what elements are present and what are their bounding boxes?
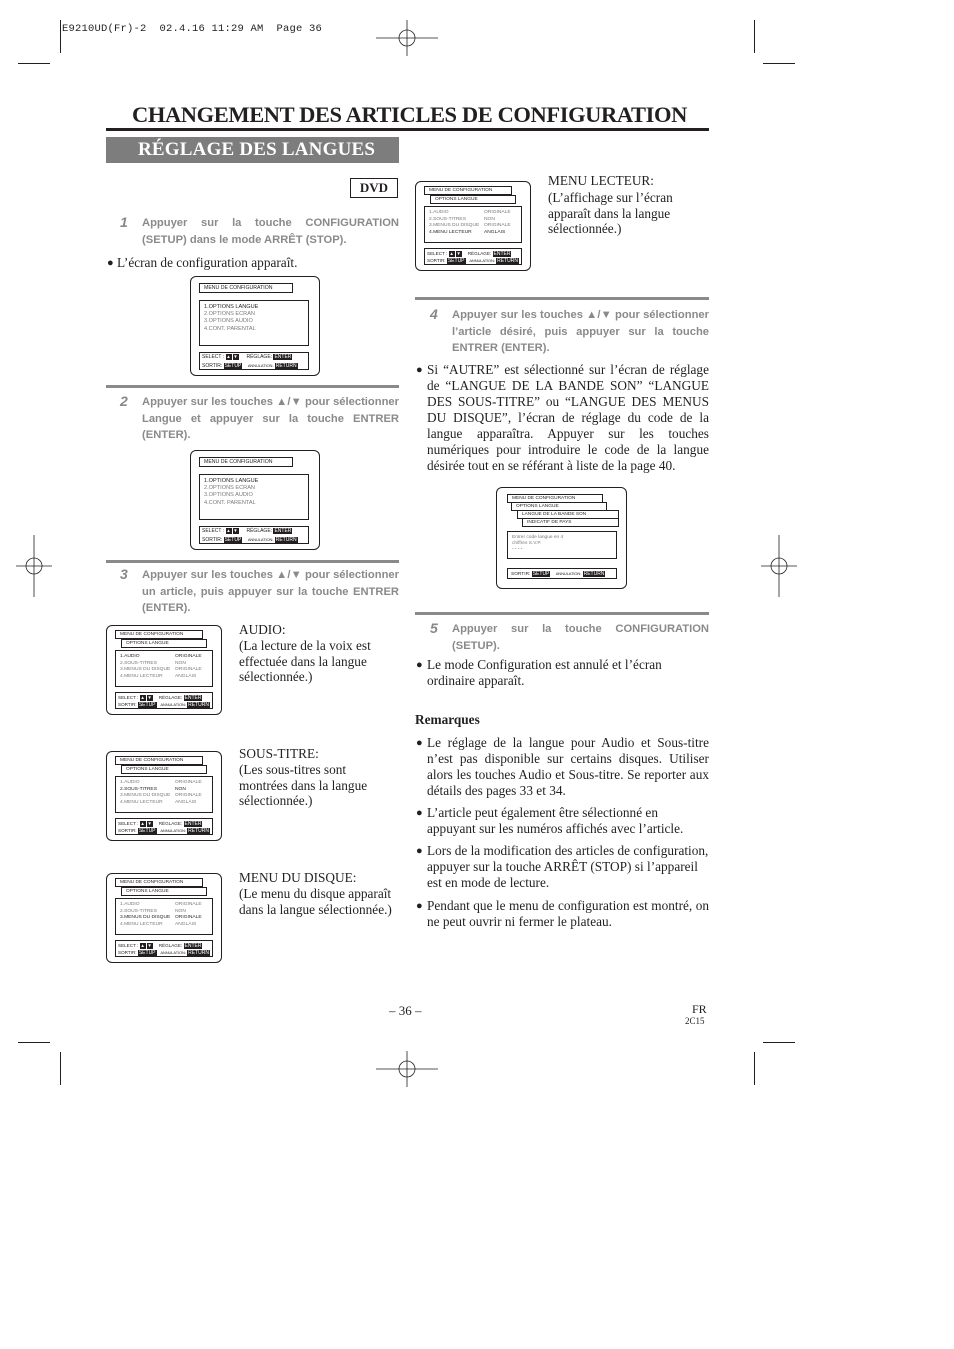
lang-item: 1.AUDIO: [429, 210, 449, 215]
lang-value: NON: [175, 908, 186, 914]
select-label: SELECT :: [202, 354, 225, 360]
language-list: [115, 898, 213, 935]
screen-footer: [507, 568, 617, 579]
lang-value: ORIGINALE: [175, 654, 202, 659]
lang-item: 2.SOUS-TITRES: [429, 216, 466, 222]
screen-footer: [424, 248, 522, 265]
lang-value: ANGLAIS: [175, 673, 197, 679]
main-menu-list: [199, 474, 309, 520]
sortir-label: SORTIR:: [202, 362, 223, 369]
lang-item: 2.SOUS-TITRES: [120, 786, 157, 792]
menu-item: 1.OPTIONS LANGUE: [204, 478, 259, 484]
menu-title: MENU DE CONFIGURATION: [115, 878, 203, 887]
step-rule: [415, 297, 709, 300]
annulation-label: ANNULATION:: [160, 950, 186, 955]
submenu-title: OPTIONS LANGUE: [430, 195, 516, 204]
language-code-screen: [496, 487, 627, 589]
code-prompt: Entrer code langue en 4 chiffres S.V.P.: [512, 535, 564, 546]
submenu-title: OPTIONS LANGUE: [121, 639, 207, 648]
audio-caption-text: (La lecture de la voix est effectuée dans la langue sélectionnée.): [239, 638, 371, 685]
language-code: FR: [692, 1002, 707, 1016]
annulation-label: ANNULATION:: [469, 258, 495, 263]
down-arrow-icon: ▼: [233, 528, 238, 533]
code-title: LANGUE DE LA BANDE SON: [517, 510, 619, 519]
select-label: SELECT :: [118, 943, 139, 948]
step-3-number: 3: [120, 566, 128, 582]
step-2-number: 2: [120, 393, 128, 409]
screen-footer: [115, 692, 213, 709]
lang-value: ORIGINALE: [175, 780, 202, 785]
down-arrow-icon: ▼: [147, 695, 152, 700]
step-5-note: Le mode Configuration est annulé et l’écran ordinaire apparaît.: [427, 657, 662, 688]
menu-item: 3.OPTIONS AUDIO: [204, 492, 253, 499]
annulation-label: ANNULATION:: [247, 362, 274, 368]
registration-mark-icon: [16, 535, 52, 597]
reglage-label: RÉGLAGE:: [158, 821, 183, 826]
enter-key: ENTER: [274, 528, 292, 534]
lang-item: 1.AUDIO: [120, 902, 140, 907]
bullet-icon: ●: [416, 737, 423, 749]
lang-item: 1.AUDIO: [120, 654, 140, 659]
lang-item: 2.SOUS-TITRES: [120, 660, 157, 666]
lang-value: NON: [484, 216, 495, 222]
down-arrow-icon: ▼: [147, 821, 152, 826]
up-arrow-icon: ▲: [226, 528, 231, 533]
screen-footer: [115, 818, 213, 835]
up-arrow-icon: ▲: [140, 943, 145, 948]
lang-value: NON: [175, 786, 186, 792]
bullet-icon: ●: [416, 659, 423, 671]
down-arrow-icon: ▼: [233, 354, 238, 359]
registration-mark-icon: [376, 20, 438, 56]
setup-key: SETUP: [532, 571, 550, 577]
sortir-label: SORTIR:: [118, 950, 137, 955]
page-number: – 36 –: [389, 1003, 422, 1018]
disc-caption-title: MENU DU DISQUE:: [239, 870, 357, 885]
disc-caption-text: (Le menu du disque apparaît dans la langue sélectionnée.): [239, 886, 392, 917]
down-arrow-icon: ▼: [456, 251, 461, 256]
up-arrow-icon: ▲: [226, 354, 231, 359]
lang-value: ORIGINALE: [175, 902, 202, 907]
return-key: RETURN: [188, 950, 209, 956]
sortir-label: SORTIR:: [202, 536, 223, 543]
language-list: [115, 650, 213, 687]
enter-key: ENTER: [274, 354, 292, 360]
screen-footer: [199, 526, 309, 544]
bullet-icon: ●: [107, 257, 114, 269]
subtitle-caption-text: (Les sous-titres sont montrées dans la langue sélectionnée.): [239, 762, 368, 809]
lang-value: NON: [175, 660, 186, 666]
setup-key: SETUP: [447, 258, 465, 264]
dvd-badge: DVD: [350, 178, 398, 198]
language-list: [115, 776, 213, 813]
code-entry-area: [507, 531, 617, 559]
menu-item: 4.CONT. PARENTAL: [204, 499, 256, 506]
step-3-text: Appuyer sur les touches ▲/▼ pour sélectionner un article, puis appuyer sur la touche ENTRER (ENTER).: [142, 569, 399, 614]
menu-title: MENU DE CONFIGURATION: [507, 494, 603, 503]
print-header: E9210UD(Fr)-2 02.4.16 11:29 AM Page 36: [62, 23, 323, 35]
menu-title: MENU DE CONFIGURATION: [115, 630, 203, 639]
subtitle-caption-title: SOUS-TITRE:: [239, 746, 319, 761]
step-1-number: 1: [120, 214, 128, 230]
submenu-title: OPTIONS LANGUE: [511, 502, 607, 511]
step-1-text: Appuyer sur la touche CONFIGURATION (SETUP) dans le mode ARRÊT (STOP).: [142, 217, 399, 246]
title-rule: [106, 128, 709, 131]
screen-footer: [115, 940, 213, 957]
submenu-title: OPTIONS LANGUE: [121, 887, 207, 896]
bullet-icon: ●: [416, 845, 423, 857]
model-code: 2C15: [685, 1016, 705, 1026]
screen-footer: [199, 352, 309, 370]
code-subtitle: INDICATIF DE PAYS: [522, 518, 619, 527]
remark-item: L’article peut également être sélectionné en appuyant sur les numéros affichés avec l’article.: [427, 805, 684, 836]
lang-item: 3.MENUS DU DISQUE: [120, 915, 171, 920]
select-label: SELECT :: [427, 251, 448, 256]
reglage-label: RÉGLAGE:: [158, 695, 183, 700]
sortir-label: SORTIR:: [118, 702, 137, 707]
reglage-label: RÉGLAGE:: [158, 943, 183, 948]
page-title: CHANGEMENT DES ARTICLES DE CONFIGURATION: [132, 102, 687, 127]
annulation-label: ANNULATION:: [247, 536, 274, 542]
section-title: RÉGLAGE DES LANGUES: [138, 139, 376, 160]
language-screen-disc: [106, 873, 222, 963]
step-2-text: Appuyer sur les touches ▲/▼ pour sélectionner Langue et appuyer sur la touche ENTRER (ENTER).: [142, 396, 399, 441]
step-5-text: Appuyer sur la touche CONFIGURATION (SETUP).: [452, 623, 709, 652]
annulation-label: ANNULATION:: [160, 828, 186, 833]
select-label: SELECT :: [202, 528, 225, 534]
main-menu-list: [199, 300, 309, 346]
language-screen-subtitle: [106, 751, 222, 841]
language-screen-player: [415, 181, 531, 271]
lang-value: ORIGINALE: [484, 223, 511, 228]
menu-title: MENU DE CONFIGURATION: [424, 186, 512, 195]
lang-value: ORIGINALE: [175, 793, 202, 798]
menu-item: 4.CONT. PARENTAL: [204, 325, 256, 332]
step-rule: [415, 612, 709, 615]
annulation-label: ANNULATION:: [160, 702, 186, 707]
step-rule: [106, 560, 399, 563]
lang-value: ORIGINALE: [175, 915, 202, 920]
bullet-icon: ●: [416, 364, 423, 376]
down-arrow-icon: ▼: [147, 943, 152, 948]
setup-key: SETUP: [224, 362, 242, 369]
enter-key: ENTER: [184, 695, 202, 701]
step-5-number: 5: [430, 620, 438, 636]
lang-value: ORIGINALE: [484, 210, 511, 215]
lang-item: 1.AUDIO: [120, 780, 140, 785]
setup-key: SETUP: [138, 950, 156, 956]
lang-value: ANGLAIS: [484, 229, 506, 235]
menu-item: 1.OPTIONS LANGUE: [204, 304, 259, 310]
registration-mark-icon: [376, 1051, 438, 1087]
menu-title: MENU DE CONFIGURATION: [199, 283, 293, 293]
code-input[interactable]: - - - -: [512, 547, 523, 552]
up-arrow-icon: ▲: [140, 695, 145, 700]
language-list: [424, 206, 522, 243]
remark-item: Pendant que le menu de configuration est montré, on ne peut ouvrir ni fermer le plateau.: [427, 898, 709, 929]
menu-item: 3.OPTIONS AUDIO: [204, 318, 253, 325]
sortir-label: SORTIR:: [427, 258, 446, 263]
bullet-icon: ●: [416, 900, 423, 912]
enter-key: ENTER: [184, 943, 202, 949]
menu-title: MENU DE CONFIGURATION: [199, 457, 293, 467]
remark-item: Le réglage de la langue pour Audio et Sous-titre n’est pas disponible sur certains disques. Utiliser alors les touches Audio et Sous-titre. Se reporter aux détails des pages 33 et 34.: [427, 735, 709, 798]
lang-item: 2.SOUS-TITRES: [120, 908, 157, 914]
lang-value: ORIGINALE: [175, 667, 202, 672]
player-caption-text: (L’affichage sur l’écran apparaît dans la langue sélectionnée.): [548, 190, 673, 237]
registration-mark-icon: [761, 535, 797, 597]
up-arrow-icon: ▲: [449, 251, 454, 256]
lang-item: 4.MENU LECTEUR: [429, 229, 472, 235]
return-key: RETURN: [583, 571, 605, 577]
setup-key: SETUP: [138, 828, 156, 834]
step-1-note: L’écran de configuration apparaît.: [117, 255, 298, 270]
setup-key: SETUP: [138, 702, 156, 708]
lang-item: 4.MENU LECTEUR: [120, 799, 163, 805]
sortir-label: SORTIR:: [118, 828, 137, 833]
step-4-note: Si “AUTRE” est sélectionné sur l’écran de réglage de “LANGUE DE LA BANDE SON” “LANGUE DES SOUS-TITRE” ou “LANGUE DES MENUS DU DISQUE”, l’écran de réglage du code de la langue apparaîtra. Appuyer sur les touches numériques pour introduire le code de la langue désirée tout en se référant à liste de la page 40.: [427, 362, 709, 473]
lang-item: 3.MENUS DU DISQUE: [120, 793, 171, 798]
menu-title: MENU DE CONFIGURATION: [115, 756, 203, 765]
lang-item: 3.MENUS DU DISQUE: [120, 667, 171, 672]
language-screen-audio: [106, 625, 222, 715]
reglage-label: RÉGLAGE:: [246, 528, 273, 534]
step-rule: [106, 385, 399, 388]
return-key: RETURN: [497, 258, 518, 264]
enter-key: ENTER: [493, 251, 511, 257]
remark-item: Lors de la modification des articles de configuration, appuyer sur la touche ARRÊT (STOP) si l’appareil est en mode de lecture.: [427, 843, 709, 890]
lang-value: ANGLAIS: [175, 921, 197, 927]
audio-caption-title: AUDIO:: [239, 622, 286, 637]
menu-item: 2.OPTIONS ECRAN: [204, 311, 255, 318]
menu-item: 2.OPTIONS ECRAN: [204, 485, 255, 492]
remarks-title: Remarques: [415, 712, 480, 727]
setup-screen-main: [190, 276, 320, 376]
setup-screen-main: [190, 450, 320, 550]
step-4-text: Appuyer sur les touches ▲/▼ pour sélectionner l’article désiré, puis appuyer sur la touche ENTRER (ENTER).: [452, 309, 709, 354]
enter-key: ENTER: [184, 821, 202, 827]
return-key: RETURN: [275, 362, 297, 369]
reglage-label: RÉGLAGE:: [246, 354, 273, 360]
lang-item: 4.MENU LECTEUR: [120, 921, 163, 927]
sortir-label: SORTIR:: [511, 572, 531, 577]
return-key: RETURN: [275, 536, 297, 543]
step-4-number: 4: [430, 306, 438, 322]
lang-item: 4.MENU LECTEUR: [120, 673, 163, 679]
return-key: RETURN: [188, 828, 209, 834]
player-caption-title: MENU LECTEUR:: [548, 173, 654, 188]
setup-key: SETUP: [224, 536, 242, 543]
reglage-label: RÉGLAGE:: [467, 251, 492, 256]
annulation-label: ANNULATION:: [555, 571, 582, 576]
lang-value: ANGLAIS: [175, 799, 197, 805]
submenu-title: OPTIONS LANGUE: [121, 765, 207, 774]
bullet-icon: ●: [416, 807, 423, 819]
up-arrow-icon: ▲: [140, 821, 145, 826]
lang-item: 3.MENUS DU DISQUE: [429, 223, 480, 228]
select-label: SELECT :: [118, 695, 139, 700]
return-key: RETURN: [188, 702, 209, 708]
select-label: SELECT :: [118, 821, 139, 826]
